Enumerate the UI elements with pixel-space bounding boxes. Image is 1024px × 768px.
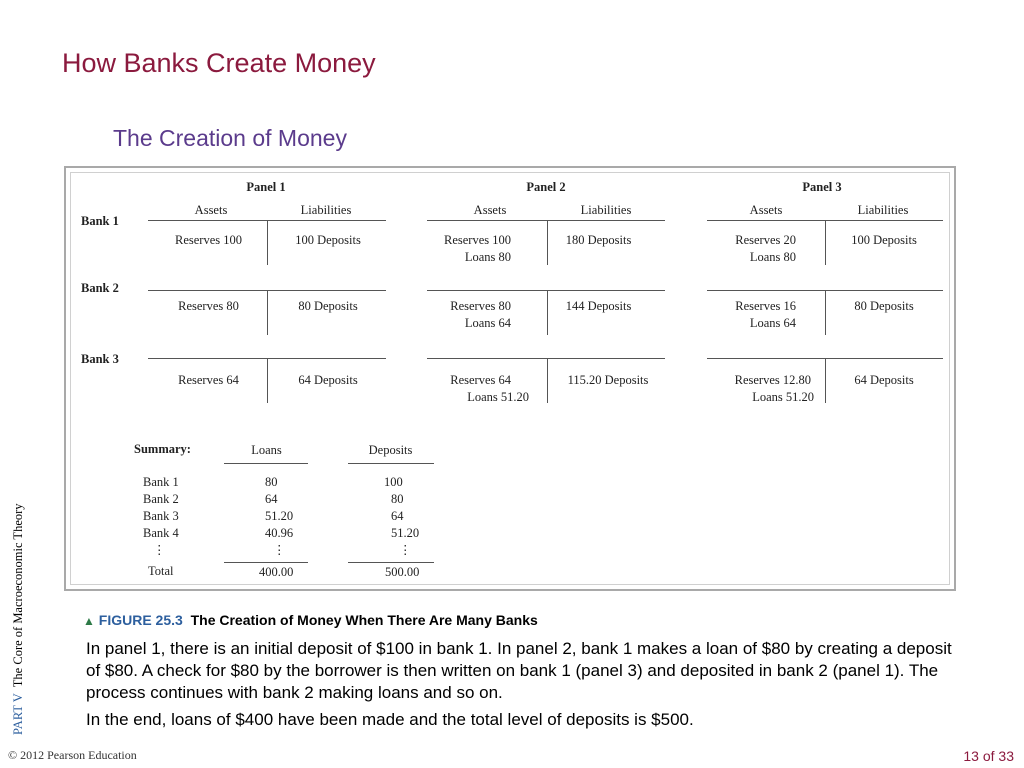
figure-title: The Creation of Money When There Are Many Banks: [190, 612, 538, 628]
caption-paragraph: In the end, loans of $400 have been made and the total level of deposits is $500.: [86, 710, 694, 729]
bank-2-reserves: Reserves 16: [735, 299, 796, 313]
panel-title: Panel 1: [246, 180, 286, 194]
summary-loans: 51.20: [265, 509, 294, 523]
part-number: V: [11, 693, 25, 703]
summary-bank: Bank 2: [143, 492, 179, 506]
liabilities-header: Liabilities: [300, 203, 352, 217]
summary-total-label: Total: [148, 564, 174, 578]
bank-2-liabilities: 144 Deposits: [565, 299, 632, 313]
caption-paragraph: In panel 1, there is an initial deposit of $100 in bank 1. In panel 2, bank 1 makes a loan of $80 by creating a deposit of $80. A check for $80 by the borrower is then written on bank 1 (panel 3) and deposited in bank 2 (panel 1). The process continues with bank 2 making loans and so on.: [86, 639, 952, 702]
bank-label-2: Bank 2: [81, 281, 119, 295]
bank-1-reserves: Reserves 20: [735, 233, 796, 247]
liabilities-header: Liabilities: [857, 203, 909, 217]
summary-total-loans: 400.00: [259, 565, 294, 579]
bank-3-reserves: Reserves 64: [450, 373, 511, 387]
summary-loans: 80: [265, 475, 278, 489]
assets-header: Assets: [473, 203, 507, 217]
bank-1-liabilities: 180 Deposits: [565, 233, 632, 247]
part-side-label: [11, 503, 26, 735]
slide-title: How Banks Create Money: [62, 48, 376, 78]
ellipsis-icon: ⋮: [273, 543, 286, 557]
summary-bank: Bank 3: [143, 509, 179, 523]
bank-1-assets: Reserves 100: [175, 233, 242, 247]
bank-1-loans: Loans 80: [749, 250, 796, 264]
bank-2-assets: Reserves 80: [178, 299, 239, 313]
copyright-notice: © 2012 Pearson Education: [8, 748, 137, 762]
bank-3-reserves: Reserves 12.80: [734, 373, 811, 387]
bank-3-assets: Reserves 64: [178, 373, 239, 387]
page-number: 13 of 33: [963, 748, 1014, 764]
loans-header: Loans: [251, 443, 282, 457]
summary-deposits: 64: [391, 509, 404, 523]
bank-2-liabilities: 80 Deposits: [854, 299, 914, 313]
summary-deposits: 51.20: [391, 526, 420, 540]
summary-total-deposits: 500.00: [385, 565, 420, 579]
bank-label-3: Bank 3: [81, 352, 119, 366]
bank-3-loans: Loans 51.20: [752, 390, 814, 404]
figure-caption-title: [83, 612, 538, 628]
figure-caption-body: [86, 638, 956, 736]
bank-3-liabilities: 64 Deposits: [298, 373, 358, 387]
summary-deposits: 100: [384, 475, 403, 489]
bank-label-1: Bank 1: [81, 214, 119, 228]
summary-deposits: 80: [391, 492, 404, 506]
triangle-icon: ▲: [83, 614, 95, 628]
figure-box: [64, 166, 956, 591]
panel-title: Panel 2: [526, 180, 566, 194]
part-word: PART: [11, 705, 25, 735]
summary-loans: 64: [265, 492, 278, 506]
summary-bank: Bank 1: [143, 475, 179, 489]
bank-3-loans: Loans 51.20: [467, 390, 529, 404]
bank-2-liabilities: 80 Deposits: [298, 299, 358, 313]
liabilities-header: Liabilities: [580, 203, 632, 217]
bank-1-liabilities: 100 Deposits: [851, 233, 917, 247]
summary-label: Summary:: [134, 442, 191, 456]
deposits-header: Deposits: [368, 443, 413, 457]
bank-1-reserves: Reserves 100: [444, 233, 511, 247]
bank-2-reserves: Reserves 80: [450, 299, 511, 313]
part-title: The Core of Macroeconomic Theory: [11, 503, 25, 688]
assets-header: Assets: [749, 203, 783, 217]
bank-1-liabilities: 100 Deposits: [295, 233, 361, 247]
bank-3-liabilities: 64 Deposits: [854, 373, 914, 387]
bank-2-loans: Loans 64: [464, 316, 511, 330]
assets-header: Assets: [194, 203, 228, 217]
bank-2-loans: Loans 64: [749, 316, 796, 330]
summary-bank: Bank 4: [143, 526, 179, 540]
ellipsis-icon: ⋮: [153, 543, 166, 557]
ellipsis-icon: ⋮: [399, 543, 412, 557]
summary-loans: 40.96: [265, 526, 294, 540]
panel-title: Panel 3: [802, 180, 842, 194]
bank-1-loans: Loans 80: [464, 250, 511, 264]
figure-number: FIGURE 25.3: [98, 612, 183, 628]
bank-3-liabilities: 115.20 Deposits: [567, 373, 649, 387]
slide-subtitle: The Creation of Money: [113, 125, 347, 151]
